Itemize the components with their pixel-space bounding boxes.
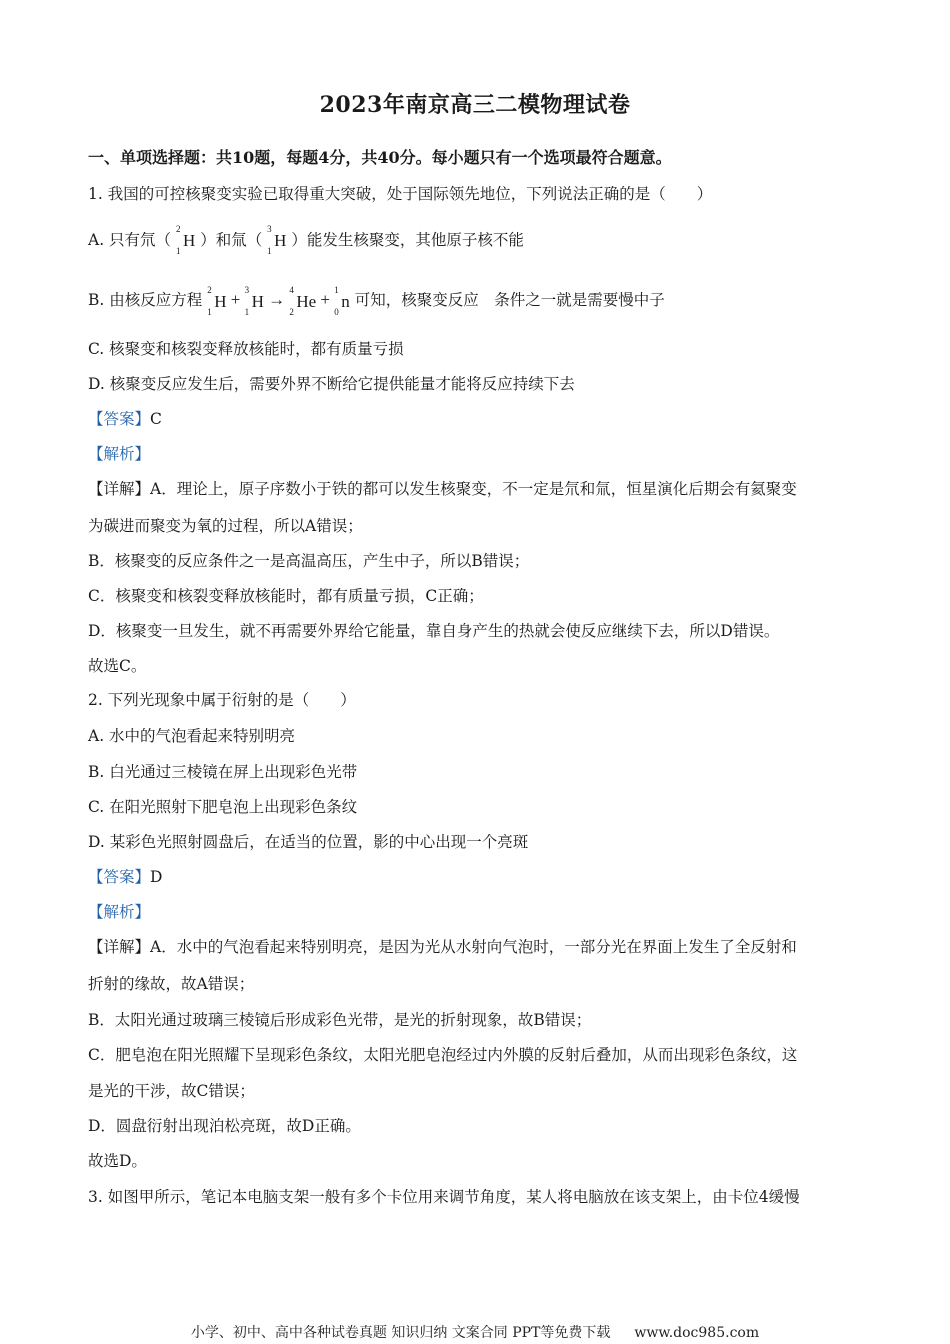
q2-detail-3: B．太阳光通过玻璃三棱镜后形成彩色光带，是光的折射现象，故B错误； (88, 1011, 592, 1029)
nuclear-equation: 2 1 H + 3 1 H → 4 2 He + 1 0 n (207, 284, 350, 317)
q1-answer (88, 409, 868, 429)
q1-option-a (88, 223, 868, 256)
q2-stem: 2. 下列光现象中属于衍射的是（ ） (88, 691, 356, 709)
q1-detail-4: C．核聚变和核裂变释放核能时，都有质量亏损，C正确； (88, 587, 484, 605)
q1-option-b (88, 284, 868, 317)
q2-answer (88, 867, 868, 887)
q1-option-d: D. 核聚变反应发生后，需要外界不断给它提供能量才能将反应持续下去 (88, 375, 575, 393)
q2-detail-2: 折射的缘故，故A错误； (88, 975, 255, 993)
q2-detail-4: C．肥皂泡在阳光照耀下呈现彩色条纹，太阳光肥皂泡经过内外膜的反射后叠加，从而出现彩色条纹，这 (88, 1046, 798, 1064)
q2-detail-1: 【详解】A．水中的气泡看起来特别明亮，是因为光从水射向气泡时，一部分光在界面上发生了全反射和 (88, 938, 797, 956)
q1-conclusion: 故选C。 (88, 657, 147, 675)
q1-option-a-suffix: ）能发生核聚变，其他原子核不能 (291, 231, 524, 249)
answer-tag: 【答案】 (88, 868, 151, 886)
q2-detail-5: 是光的干涉，故C错误； (88, 1082, 255, 1100)
q1-stem: 1. 我国的可控核聚变实验已取得重大突破，处于国际领先地位，下列说法正确的是（ ） (88, 185, 713, 203)
section-heading: 一、单项选择题：共10题，每题4分，共40分。每小题只有一个选项最符合题意。 (88, 148, 672, 167)
q1-detail-2: 为碳进而聚变为氧的过程，所以A错误； (88, 517, 363, 535)
q1-option-b-suffix: 可知，核聚变反应 条件之一就是需要慢中子 (354, 291, 665, 309)
footer-url[interactable]: www.doc985.com (634, 1325, 760, 1341)
q1-option-b-prefix: B. 由核反应方程 (88, 291, 203, 309)
q2-option-d: D. 某彩色光照射圆盘后，在适当的位置，影的中心出现一个亮斑 (88, 833, 529, 851)
q1-analysis-tag: 【解析】 (88, 445, 151, 463)
q1-detail-3: B．核聚变的反应条件之一是高温高压，产生中子，所以B错误； (88, 552, 530, 570)
q1-option-a-mid: ）和氚（ (200, 231, 263, 249)
q3-stem: 3. 如图甲所示，笔记本电脑支架一般有多个卡位用来调节角度，某人将电脑放在该支架上，由卡位4缓慢 (88, 1188, 800, 1206)
detail-tag: 【详解】 (88, 938, 151, 956)
answer-value: C (150, 410, 162, 428)
tritium-symbol: 3 1 H (267, 223, 287, 256)
q2-option-c: C. 在阳光照射下肥皂泡上出现彩色条纹 (88, 798, 358, 816)
q1-option-a-prefix: A. 只有氘（ (88, 231, 172, 249)
q2-detail-6: D．圆盘衍射出现泊松亮斑，故D正确。 (88, 1117, 361, 1135)
q2-analysis-tag: 【解析】 (88, 903, 151, 921)
page-footer (0, 1322, 950, 1342)
q1-detail-1: 【详解】A．理论上，原子序数小于铁的都可以发生核聚变，不一定是氘和氚，恒星演化后期会有氦聚变 (88, 480, 797, 498)
q2-conclusion: 故选D。 (88, 1152, 147, 1170)
q1-option-c: C. 核聚变和核裂变释放核能时，都有质量亏损 (88, 340, 404, 358)
q2-option-a: A. 水中的气泡看起来特别明亮 (88, 727, 296, 745)
answer-value: D (150, 868, 163, 886)
q2-option-b: B. 白光通过三棱镜在屏上出现彩色光带 (88, 763, 358, 781)
detail-tag: 【详解】 (88, 480, 151, 498)
page-title: 2023年南京高三二模物理试卷 (319, 92, 631, 118)
deuterium-symbol: 2 1 H (176, 223, 196, 256)
answer-tag: 【答案】 (88, 410, 151, 428)
q1-detail-5: D．核聚变一旦发生，就不再需要外界给它能量，靠自身产生的热就会使反应继续下去，所以D错误。 (88, 622, 780, 640)
footer-text: 小学、初中、高中各种试卷真题 知识归纳 文案合同 PPT等免费下载 (190, 1325, 611, 1341)
